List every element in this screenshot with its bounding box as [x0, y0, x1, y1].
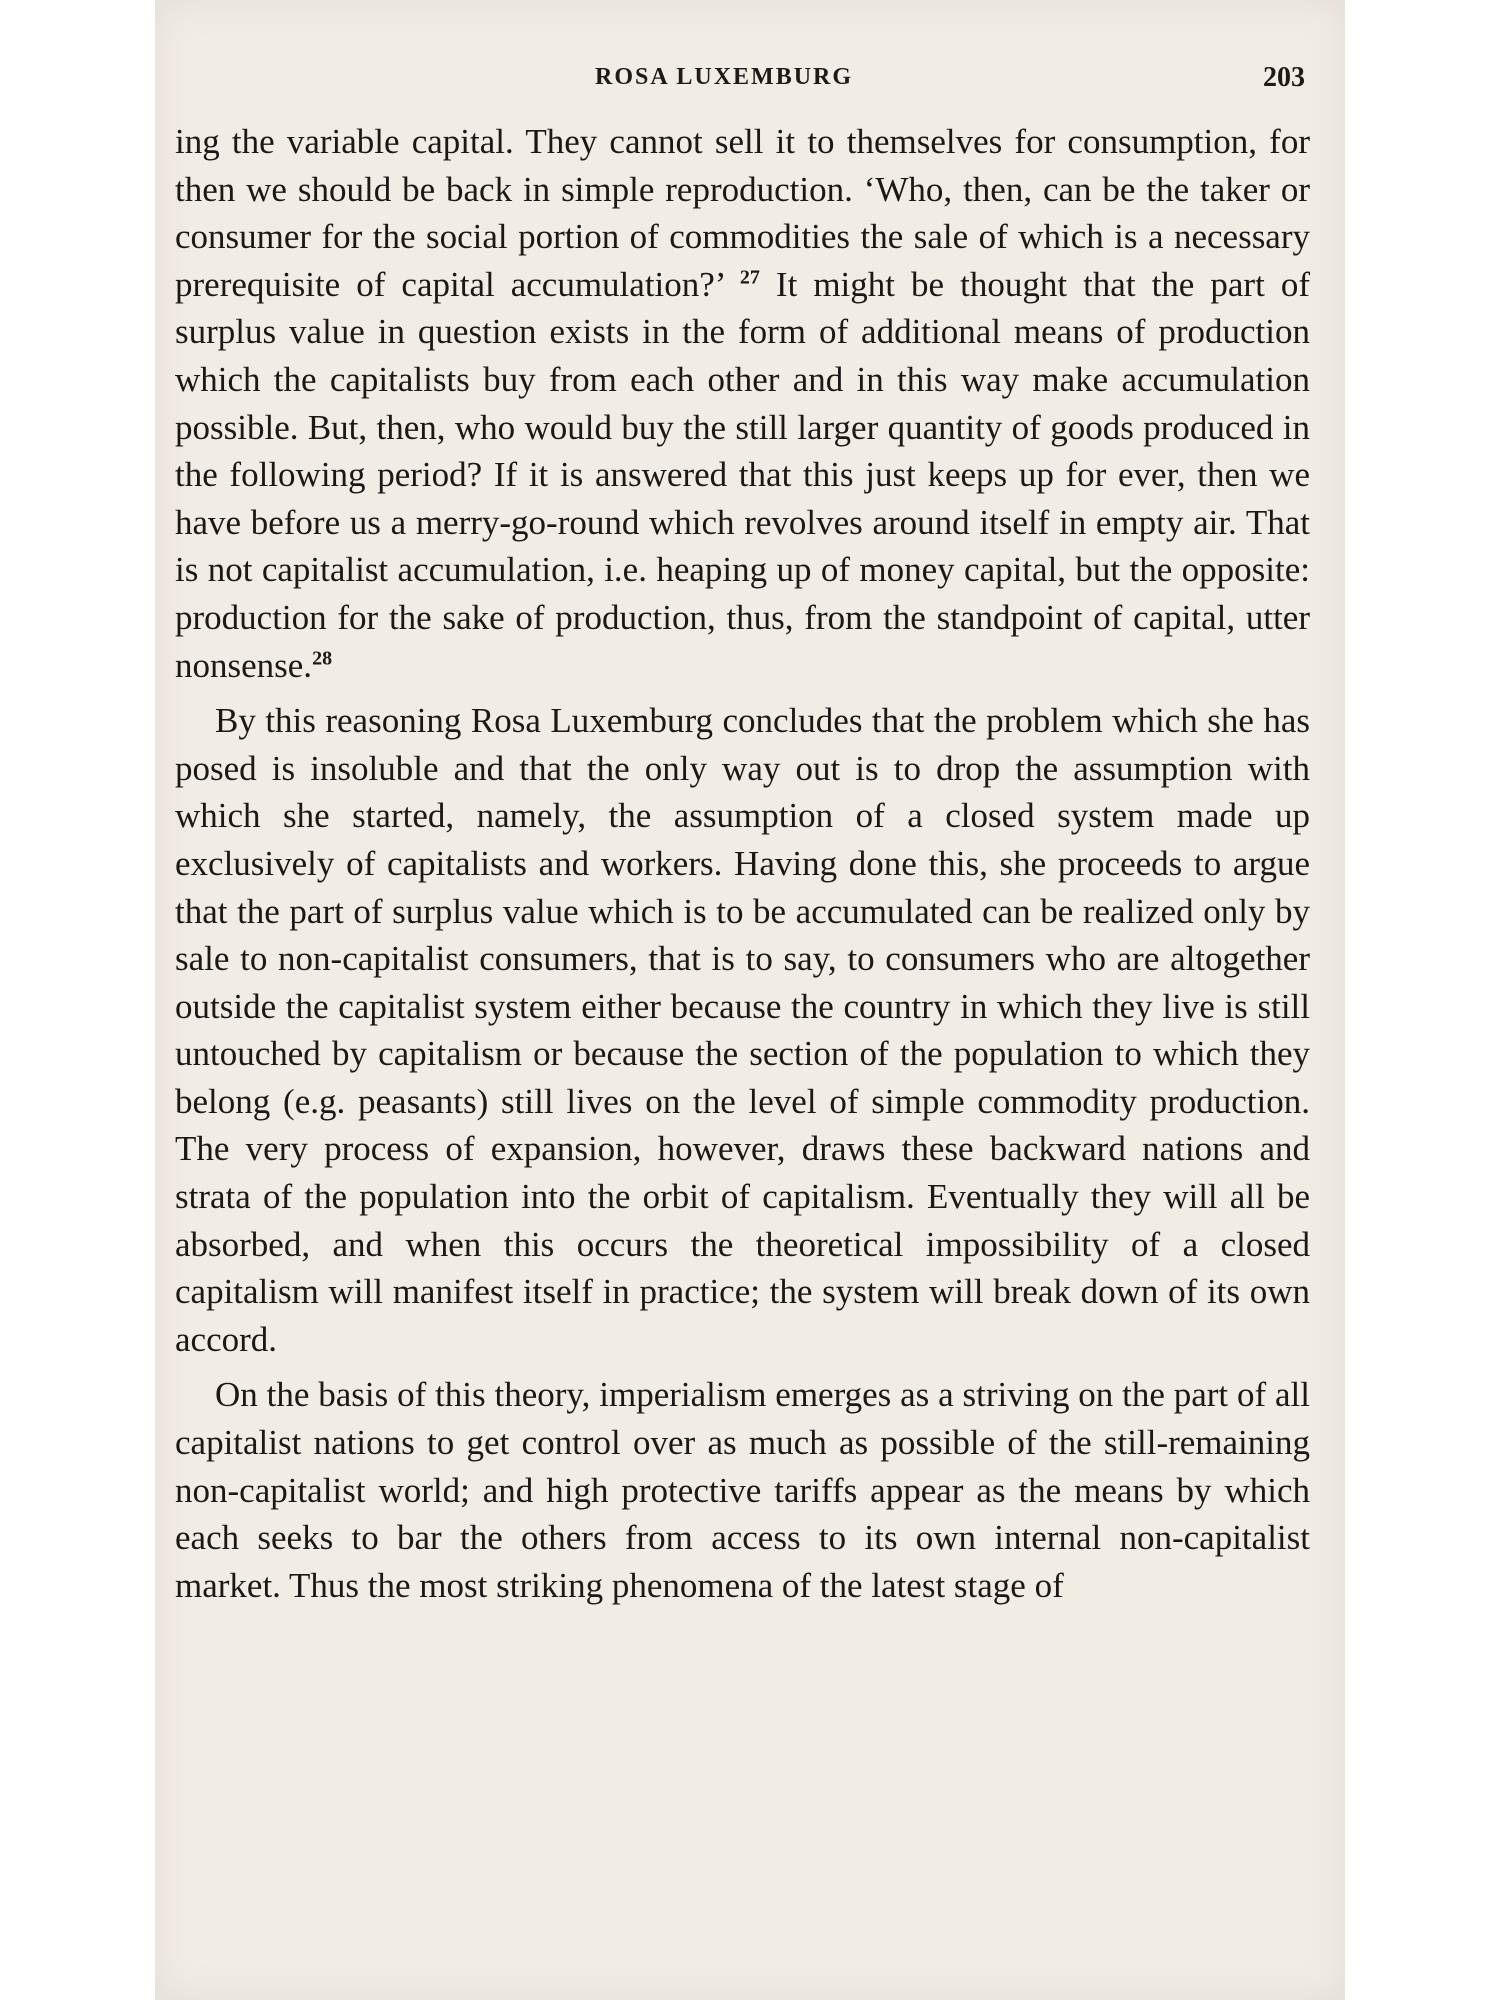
footnote-ref-28: 28 — [312, 646, 333, 669]
paragraph-1-text-a: ing the variable capital. They cannot sell it to themselves for consumption, for then we should be back in simple reproduction. ‘Who, then, can be the taker or consumer for the social portion of commodities the sale of which is a necessary prerequisite of capital accumulation?’ — [175, 122, 1310, 304]
book-page — [155, 0, 1345, 2000]
paragraph-2-text: By this reasoning Rosa Luxemburg concludes that the problem which she has posed is insoluble and that the only way out is to drop the assumption with which she started, namely, the assumption of a closed system made up exclusively of capitalists and workers. Having done this, she proceeds to argue that the part of surplus value which is to be accumulated can be realized only by sale to non-capitalist consumers, that is to say, to consumers who are altogether outside the capitalist system either because the country in which they live is still untouched by capitalism or because the section of the population to which they belong (e.g. peasants) still lives on the level of simple commodity production. The very process of expansion, however, draws these backward nations and strata of the population into the orbit of capitalism. Eventually they will all be absorbed, and when this occurs the theoretical impossibility of a closed capitalism will manifest itself in practice; the system will break down of its own accord. — [175, 701, 1310, 1359]
paragraph-3-text: On the basis of this theory, imperialism emerges as a striving on the part of all capitalist nations to get control over as much as possible of the still-remaining non-capitalist world; and high protective tariffs appear as the means by which each seeks to bar the others from access to its own internal non-capitalist market. Thus the most striking phenomena of the latest stage of — [175, 1375, 1310, 1605]
footnote-ref-27: 27 — [739, 266, 760, 289]
paragraph-2 — [175, 697, 1310, 1363]
paragraph-1 — [175, 118, 1310, 689]
running-head: ROSA LUXEMBURG — [595, 64, 854, 90]
body-text — [175, 118, 1310, 1609]
paragraph-1-text-b: It might be thought that the part of surplus value in question exists in the form of additional means of production which the capitalists buy from each other and in this way make accumulation possible. But, then, who would buy the still larger quantity of goods produced in the following period? If it is answered that this just keeps up for ever, then we have before us a merry-go-round which revolves around itself in empty air. That is not capitalist accumulation, i.e. heaping up of money capital, but the opposite: production for the sake of production, thus, from the standpoint of capital, utter nonsense. — [175, 264, 1310, 685]
page-header — [155, 60, 1345, 100]
paragraph-3 — [175, 1371, 1310, 1609]
page-number: 203 — [1263, 62, 1305, 93]
